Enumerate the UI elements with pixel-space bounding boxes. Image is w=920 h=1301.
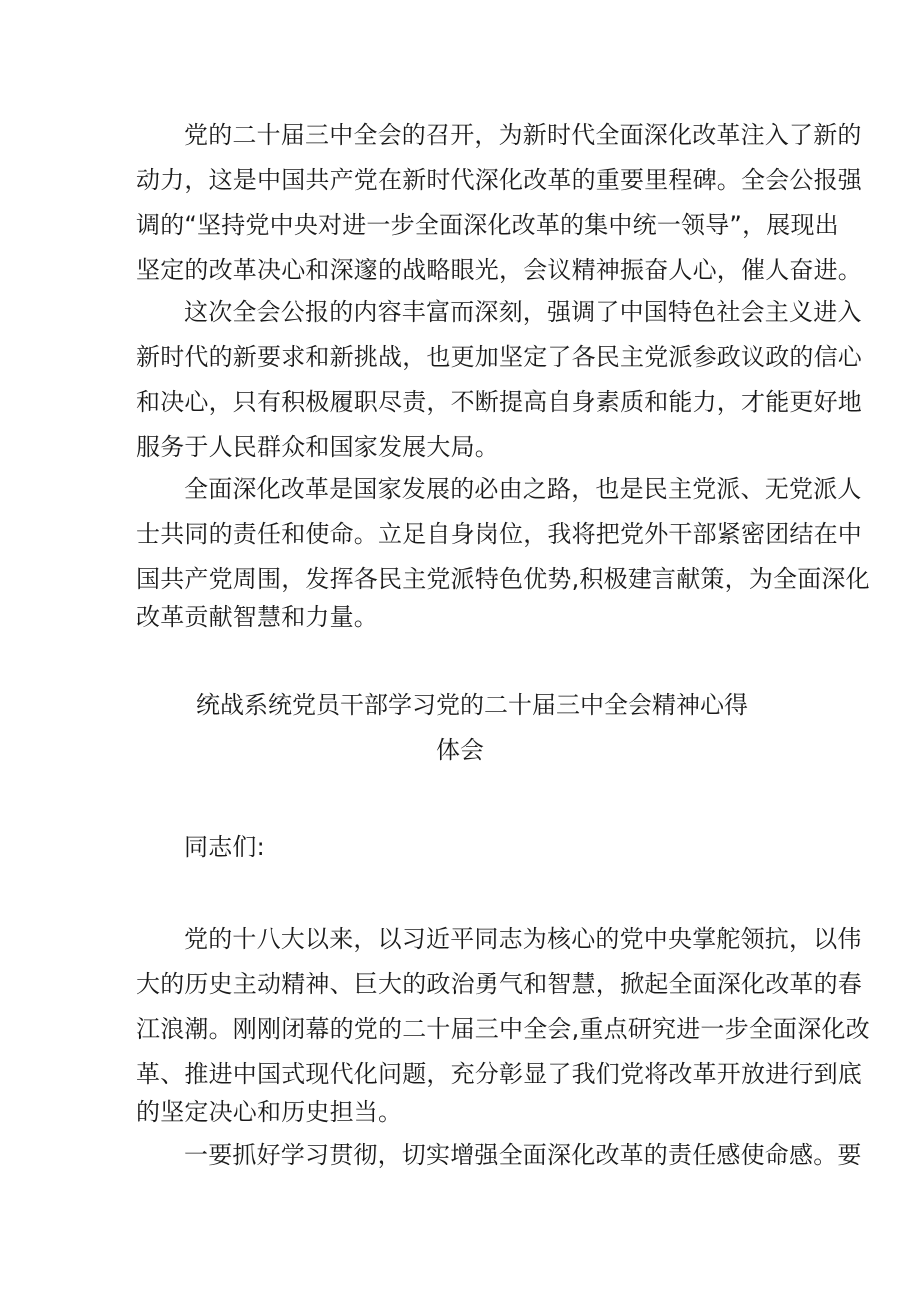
text-line: 党的二十届三中全会的召开，为新时代全面深化改革注入了新的	[184, 121, 862, 149]
text-line: 士共同的责任和使命。立足自身岗位，我将把党外干部紧密团结在中	[136, 520, 862, 548]
text-line: 大的历史主动精神、巨大的政治勇气和智慧，掀起全面深化改革的春	[136, 970, 862, 998]
text-line: 新时代的新要求和新挑战，也更加坚定了各民主党派参政议政的信心	[136, 343, 862, 371]
text-line: 调的“坚持党中央对进一步全面深化改革的集中统一领导”，展现出	[136, 211, 839, 239]
text-line: 的坚定决心和历史担当。	[136, 1098, 403, 1126]
title-line-2: 体会	[436, 736, 484, 764]
text-line: 改革贡献智慧和力量。	[136, 603, 378, 631]
text-line: 国共产党周围，发挥各民主党派特色优势,积极建言献策，为全面深化	[136, 565, 870, 593]
text-line: 党的十八大以来，以习近平同志为核心的党中央掌舵领抗，以伟	[184, 925, 862, 953]
text-line: 坚定的改革决心和深邃的战略眼光，会议精神振奋人心，催人奋进。	[136, 256, 862, 284]
text-line: 一要抓好学习贯彻，切实增强全面深化改革的责任感使命感。要	[184, 1141, 862, 1169]
text-line: 全面深化改革是国家发展的必由之路，也是民主党派、无党派人	[184, 475, 862, 503]
text-line: 和决心，只有积极履职尽责，不断提高自身素质和能力，才能更好地	[136, 388, 862, 416]
title-line-1: 统战系统党员干部学习党的二十届三中全会精神心得	[196, 691, 748, 719]
text-line: 动力，这是中国共产党在新时代深化改革的重要里程碑。全会公报强	[136, 166, 862, 194]
text-line: 服务于人民群众和国家发展大局。	[136, 433, 499, 461]
text-line: 革、推进中国式现代化问题，充分彰显了我们党将改革开放进行到底	[136, 1060, 862, 1088]
text-line: 江浪潮。刚刚闭幕的党的二十届三中全会,重点研究进一步全面深化改	[136, 1015, 870, 1043]
salutation: 同志们:	[184, 833, 265, 861]
text-line: 这次全会公报的内容丰富而深刻，强调了中国特色社会主义进入	[184, 298, 862, 326]
